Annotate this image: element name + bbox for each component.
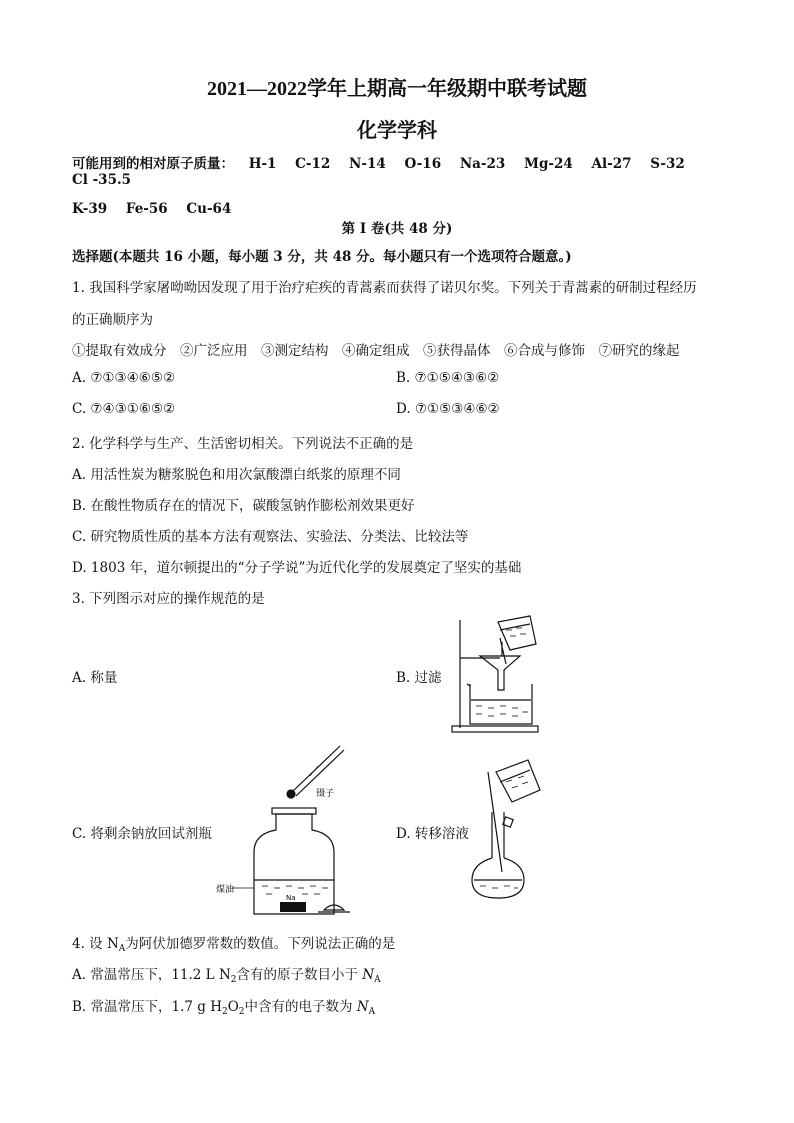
mass-item: C-12 (295, 156, 331, 172)
sodium-label: Na (286, 894, 296, 902)
q4-a-pre: A. 常温常压下，11.2 L N (72, 967, 231, 983)
q4-a-sub2: A (374, 975, 381, 985)
q4-a-mid: 含有的原子数目小于 (236, 967, 363, 983)
q4-b-sub2: 2 (238, 1007, 245, 1017)
mass-item: S-32 (650, 156, 685, 172)
q4-b-mid1: O (227, 999, 239, 1015)
q4-b-mid2: 中含有的电子数为 (244, 999, 357, 1015)
q1-option-b: B. ⑦①⑤④③⑥② (396, 370, 500, 386)
q2-option-d: D. 1803 年，道尔顿提出的“分子学说”为近代化学的发展奠定了坚实的基础 (72, 560, 522, 576)
exam-title: 2021—2022学年上期高一年级期中联考试题 (207, 78, 587, 100)
mass-item: Cu-64 (186, 201, 232, 217)
mass-item: N-14 (349, 156, 386, 172)
q4-b-sub1: 2 (221, 1007, 228, 1017)
section-instruction: 选择题(本题共 16 小题，每小题 3 分，共 48 分。每小题只有一个选项符合题意。) (72, 249, 572, 265)
q4-stem-sub: A (118, 944, 126, 954)
q3-stem: 3. 下列图示对应的操作规范的是 (72, 591, 265, 607)
q4-stem-pre: 4. 设 N (72, 936, 119, 952)
q4-b-sub3: A (368, 1007, 376, 1017)
q4-b-var: N (356, 999, 369, 1015)
atomic-masses-label: 可能用到的相对原子质量： (72, 156, 234, 172)
q4-a-sub1: 2 (230, 975, 237, 985)
q3-option-a: A. 称量 (72, 670, 118, 686)
filtration-apparatus-illustration (440, 612, 550, 737)
q3-option-b: B. 过滤 (396, 670, 442, 686)
mass-item: Na-23 (459, 156, 506, 172)
mass-item: O-16 (404, 156, 442, 172)
section-heading: 第 I 卷(共 48 分) (341, 221, 453, 237)
q1-option-a: A. ⑦①③④⑥⑤② (72, 370, 176, 386)
q1-option-c: C. ⑦④③①⑥⑤② (72, 401, 176, 417)
q4-a-var: N (362, 967, 375, 983)
mass-item: Al-27 (591, 156, 632, 172)
atomic-masses (72, 152, 732, 217)
sodium-bottle-illustration (214, 742, 384, 922)
subject-title: 化学学科 (357, 120, 437, 142)
q4-option-b (72, 995, 375, 1017)
mass-item: Cl -35.5 (72, 172, 132, 188)
q2-option-b: B. 在酸性物质存在的情况下，碳酸氢钠作膨松剂效果更好 (72, 498, 415, 514)
q4-option-a (72, 963, 381, 985)
mass-item: Fe-56 (125, 201, 168, 217)
volumetric-flask-illustration (466, 752, 556, 902)
q4-b-pre: B. 常温常压下，1.7 g H (72, 999, 222, 1015)
q1-steps: ①提取有效成分 ②广泛应用 ③测定结构 ④确定组成 ⑤获得晶体 ⑥合成与修饰 ⑦研究的缘起 (72, 343, 680, 359)
tweezers-label: 镊子 (316, 789, 335, 799)
q4-stem (72, 932, 395, 954)
q4-stem-post: 为阿伏加德罗常数的数值。下列说法正确的是 (125, 936, 396, 952)
q2-stem: 2. 化学科学与生产、生活密切相关。下列说法不正确的是 (72, 436, 414, 452)
kerosene-label: 煤油 (216, 885, 235, 895)
mass-item: H-1 (248, 156, 277, 172)
q2-option-c: C. 研究物质性质的基本方法有观察法、实验法、分类法、比较法等 (72, 529, 469, 545)
q1-option-d: D. ⑦①⑤③④⑥② (396, 401, 500, 417)
mass-item: Mg-24 (524, 156, 573, 172)
q3-option-d: D. 转移溶液 (396, 826, 469, 842)
q1-stem-line2: 的正确顺序为 (72, 312, 153, 328)
q1-stem-line1: 1. 我国科学家屠呦呦因发现了用于治疗疟疾的青蒿素而获得了诺贝尔奖。下列关于青蒿素的研制过程经历 (72, 280, 697, 296)
q3-option-c: C. 将剩余钠放回试剂瓶 (72, 826, 212, 842)
mass-item: K-39 (72, 201, 108, 217)
q2-option-a: A. 用活性炭为糖浆脱色和用次氯酸漂白纸浆的原理不同 (72, 467, 401, 483)
